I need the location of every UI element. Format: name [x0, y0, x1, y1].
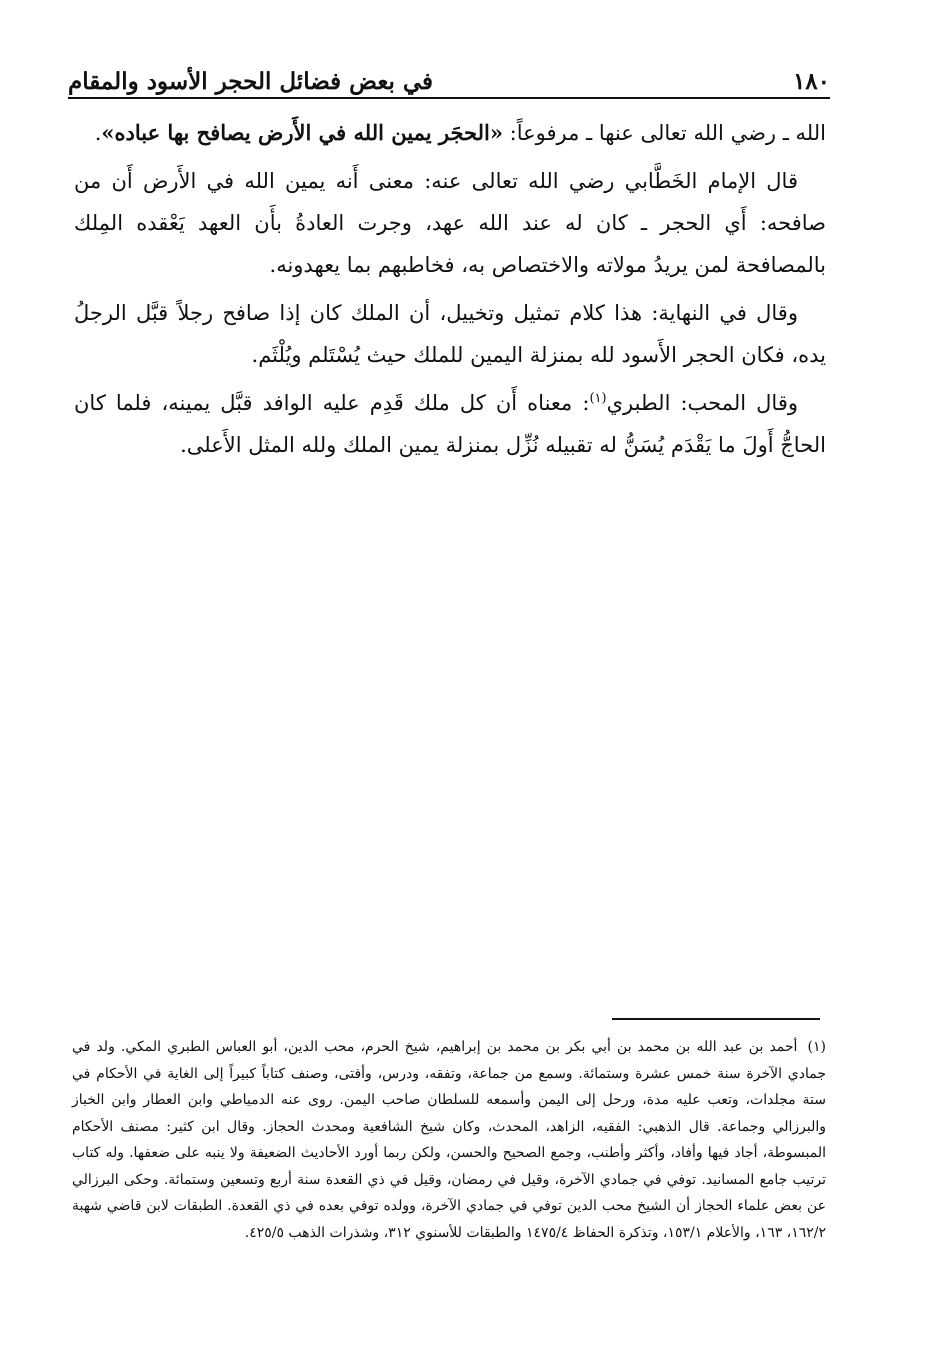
- footnote-rule: [612, 1018, 820, 1020]
- hadith-tail: .: [94, 121, 102, 145]
- paragraph-tabari: [74, 382, 826, 466]
- running-title: في بعض فضائل الحجر الأسود والمقام: [68, 68, 434, 95]
- header-rule: [68, 97, 830, 99]
- main-text: [74, 112, 826, 472]
- hadith-quote: «الحجَر يمين الله في الأَرض يصافح بها عباده»: [101, 120, 503, 145]
- tabari-tail: : معناه أَن كل ملك قَدِم عليه الوافد قبَّل يمينه، فلما كان الحاجُّ أَولَ ما يَقْدَم يُسَنُّ له تقبيله نُزِّل بمنزلة يمين الملك ولله المثل الأَعلى.: [74, 391, 826, 457]
- page-number: ١٨٠: [792, 68, 830, 95]
- footnote-text: أحمد بن عبد الله بن محمد بن أبي بكر بن محمد بن إبراهيم، شيخ الحرم، محب الدين، أبو العباس الطبري المكي. ولد في جمادي الآخرة سنة خمس عشرة وستمائة. وسمع من جماعة، وتفقه، ودرس، وأفتى، وصنف كتاباً كبيراً إلى الغاية في الأحكام في ستة مجلدات، وتعب عليه مدة، ورحل إلى اليمن وأسمعه للسلطان صاحب اليمن. روى عنه الدمياطي وابن العطار وابن الخباز والبرزالي وجماعة. قال الذهبي: الفقيه، الزاهد، المحدث، وكان شيخ الشافعية ومحدث الحجاز. وقال ابن كثير: مصنف الأحكام المبسوطة، أجاد فيها وأفاد، وأكثر وأطنب، وجمع الصحيح والحسن، ولكن ربما أورد الأحاديث الضعيفة ولا ينبه على ضعفها. وله كتاب ترتيب جامع المسانيد. توفي في جمادي الآخرة، وقيل في رمضان، وقيل في ذي القعدة سنة أربع وتسعين وستمائة. وحكى البرزالي عن بعض علماء الحجاز أن الشيخ محب الدين توفي في جمادي الآخرة، وولده توفي بعده في ذي القعدة. الطبقات لابن قاضي شهبة ١٦٢/٢، ١٦٣، والأعلام ١٥٣/١، وتذكرة الحفاظ ١٤٧٥/٤ والطبقات للأسنوي ٣١٢، وشذرات الذهب ٤٢٥/٥.: [72, 1039, 826, 1241]
- paragraph-khattabi: قال الإمام الخَطَّابي رضي الله تعالى عنه: معنى أَنه يمين الله في الأَرض أَن من صافحه: أَي الحجر ـ كان له عند الله عهد، وجرت العادةُ بأَن العهد يَعْقده المِلك بالمصافحة لمن يريدُ مولاته والاختصاص به، فخاطبهم بما يعهدونه.: [74, 169, 826, 277]
- page-header: [68, 55, 830, 95]
- footnote: [72, 1034, 826, 1246]
- hadith-lead: الله ـ رضي الله تعالى عنها ـ مرفوعاً:: [502, 121, 826, 145]
- tabari-lead: وقال المحب: الطبري: [606, 391, 798, 415]
- paragraph-nihaya: وقال في النهاية: هذا كلام تمثيل وتخييل، أن الملك كان إذا صافح رجلاً قبَّل الرجلُ يده، فكان الحجر الأَسود لله بمنزلة اليمين للملك حيث يُسْتَلم ويُلْثَم.: [74, 301, 826, 367]
- paragraph-hadith: [74, 112, 826, 154]
- footnote-reference[interactable]: (١): [589, 391, 607, 406]
- footnote-number: (١): [807, 1039, 826, 1055]
